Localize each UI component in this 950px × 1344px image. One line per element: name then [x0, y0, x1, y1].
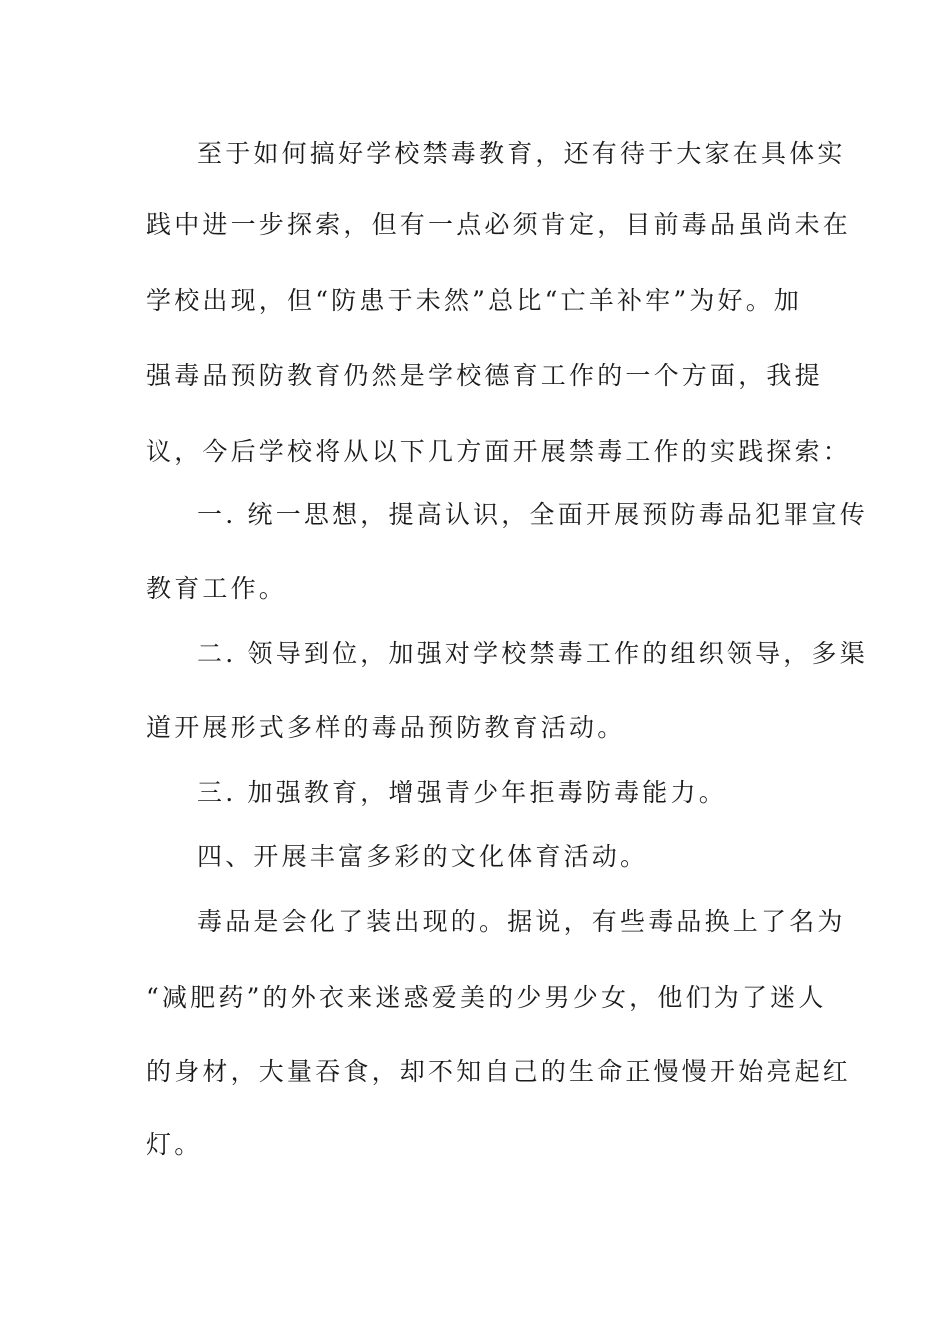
text-line: 道开展形式多样的毒品预防教育活动。 [146, 713, 626, 742]
text-line: 的身材，大量吞食，却不知自己的生命正慢慢开始亮起红 [146, 1057, 852, 1086]
text-line: 至于如何搞好学校禁毒教育，还有待于大家在具体实 [197, 139, 846, 168]
text-line: 强毒品预防教育仍然是学校德育工作的一个方面，我提 [146, 361, 823, 390]
text-line: 学校出现，但“防患于未然”总比“亡羊补牢”为好。加 [146, 286, 803, 315]
text-line: 议，今后学校将从以下几方面开展禁毒工作的实践探索： [146, 437, 852, 466]
text-line: 二. 领导到位，加强对学校禁毒工作的组织领导，多渠 [197, 639, 868, 668]
text-line: 践中进一步探索，但有一点必须肯定，目前毒品虽尚未在 [146, 210, 852, 239]
text-line: 教育工作。 [146, 574, 288, 603]
text-line: 一. 统一思想，提高认识，全面开展预防毒品犯罪宣传 [197, 500, 868, 529]
text-line: 三. 加强教育，增强青少年拒毒防毒能力。 [197, 778, 727, 807]
text-line: 四、开展丰富多彩的文化体育活动。 [197, 842, 649, 871]
text-line: “减肥药”的外衣来迷惑爱美的少男少女，他们为了迷人 [146, 983, 827, 1012]
text-line: 毒品是会化了装出现的。据说，有些毒品换上了名为 [197, 907, 846, 936]
text-line: 灯。 [146, 1130, 203, 1159]
